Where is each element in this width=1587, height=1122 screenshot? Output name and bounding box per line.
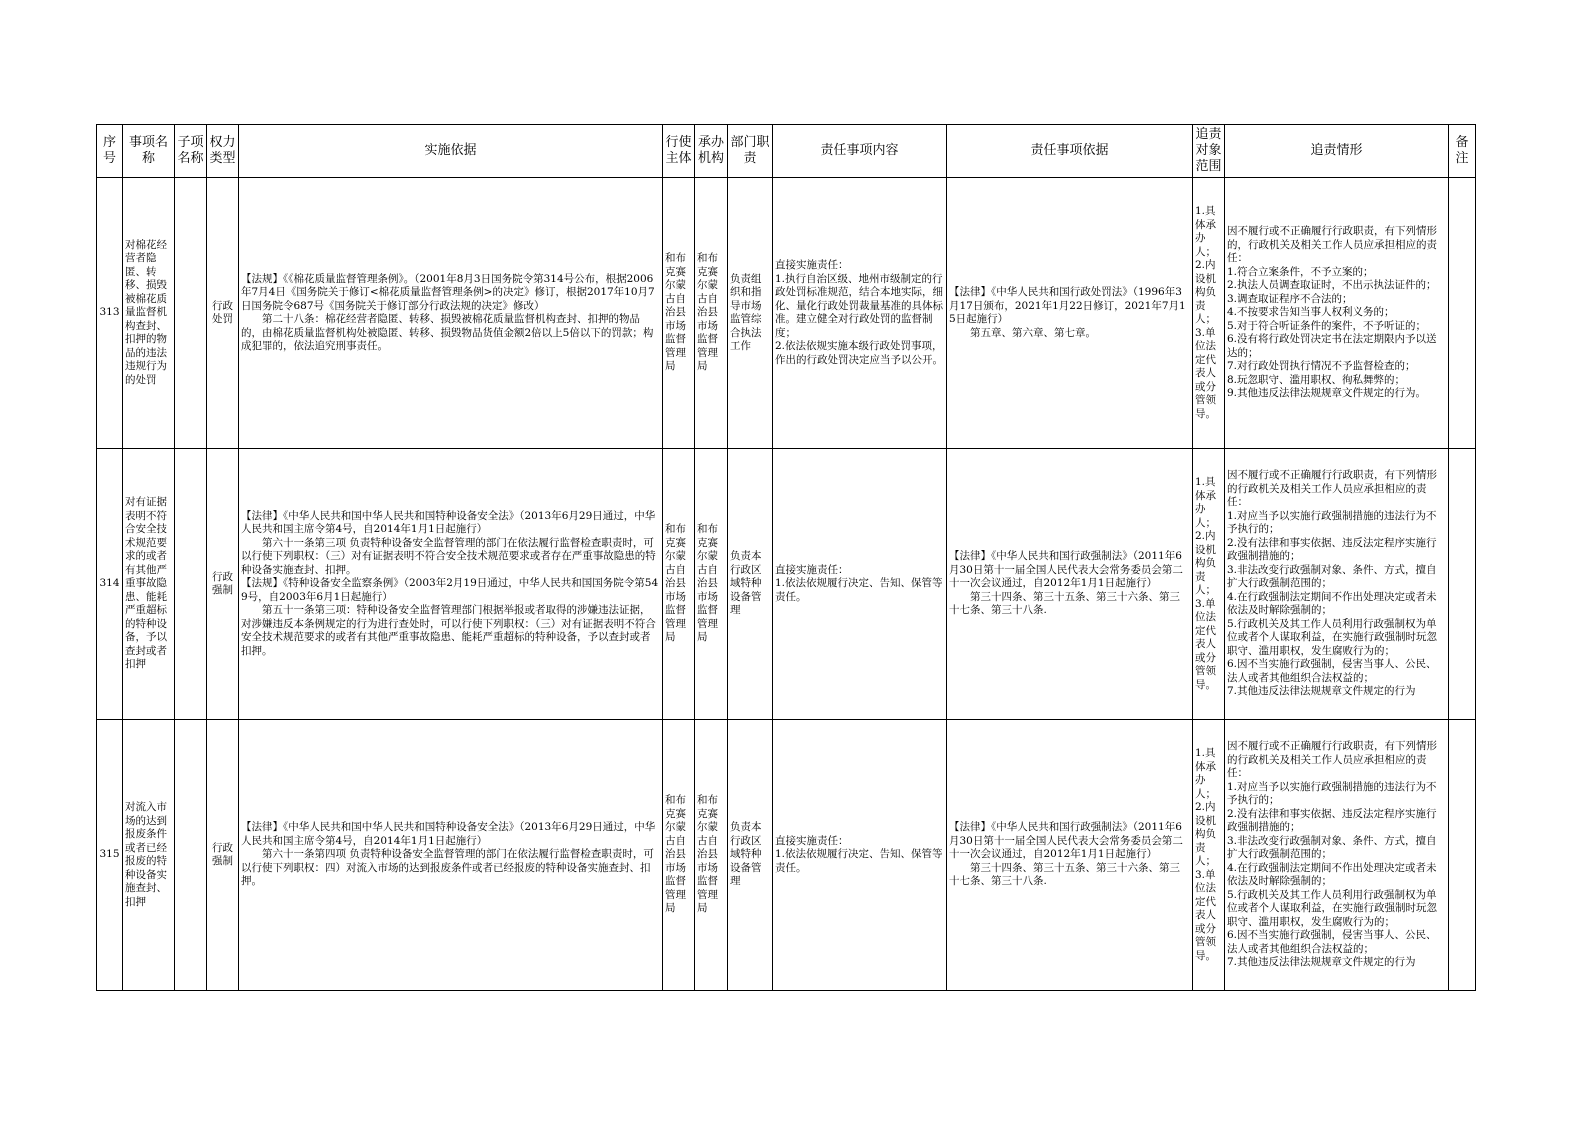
- cell-sub-item: [175, 449, 207, 720]
- cell-item-name: 对流入市场的达到报废条件或者已经报废的特种设备实施查封、扣押: [123, 720, 175, 991]
- cell-item-name: 对有证据表明不符合安全技术规范要求的或者有其他严重事故隐患、能耗严重超标的特种设备，予以查封或者扣押: [123, 449, 175, 720]
- cell-cases: 因不履行或不正确履行行政职责，有下列情形的，行政机关及相关工作人员应承担相应的责任： 1.符合立案条件，不予立案的； 2.执法人员调查取证时，不出示执法证件的； 3.调查取证程序不合法的； 4.不按要求告知当事人权利义务的； 5.对于符合听证条件的案件，不予听证的； 6.没有将行政处罚决定书在法定期限内予以送达的； 7.对行政处罚执行情况不予监督检查的； 8.玩忽职守、滥用职权、徇私舞弊的； 9.其他违反法律法规规章文件规定的行为。: [1225, 178, 1449, 449]
- header-duty: 部门职责: [728, 125, 773, 178]
- header-sub-item: 子项名称: [175, 125, 207, 178]
- cell-item-name: 对棉花经营者隐匿、转移、损毁被棉花质量监督机构查封、扣押的物品的违法违规行为的处罚: [123, 178, 175, 449]
- cell-duty: 负责本行政区域特种设备管理: [728, 449, 773, 720]
- cell-note: [1449, 178, 1476, 449]
- cell-resp-content: 直接实施责任： 1.执行自治区级、地州市级制定的行政处罚标准规范，结合本地实际，细化、量化行政处罚裁量基准的具体标准。建立健全对行政处罚的监督制度； 2.依法依规实施本级行政处罚事项，作出的行政处罚决定应当予以公开。: [773, 178, 947, 449]
- cell-subject: 和布克赛尔蒙古自治县市场监督管理局: [663, 178, 695, 449]
- cell-resp-content: 直接实施责任： 1.依法依规履行决定、告知、保管等责任。: [773, 720, 947, 991]
- cell-power-type: 行政强制: [207, 720, 239, 991]
- header-subject: 行使主体: [663, 125, 695, 178]
- cell-duty: 负责组织和指导市场监管综合执法工作: [728, 178, 773, 449]
- cell-seq: 314: [97, 449, 123, 720]
- cell-basis: 【法律】《中华人民共和国中华人民共和国特种设备安全法》（2013年6月29日通过，中华人民共和国主席令第4号，自2014年1月1日起施行） 第六十一条第三项 负责特种设备安全监督管理的部门在依法履行监督检查职责时，可以行使下列职权：（三）对有证据表明不符合安全技术规范要求或者存在严重事故隐患的特种设备实施查封、扣押。 【法规】《特种设备安全监察条例》（2003年2月19日通过，中华人民共和国国务院令第549号，自2003年6月1日起施行） 第五十一条第三项：特种设备安全监督管理部门根据举报或者取得的涉嫌违法证据，对涉嫌违反本条例规定的行为进行查处时，可以行使下列职权：（三）对有证据表明不符合安全技术规范要求的或者有其他严重事故隐患、能耗严重超标的特种设备，予以查封或者扣押。: [239, 449, 663, 720]
- header-power-type: 权力类型: [207, 125, 239, 178]
- cell-resp-content: 直接实施责任： 1.依法依规履行决定、告知、保管等责任。: [773, 449, 947, 720]
- cell-duty: 负责本行政区域特种设备管理: [728, 720, 773, 991]
- cell-seq: 315: [97, 720, 123, 991]
- cell-resp-basis: 【法律】《中华人民共和国行政处罚法》（1996年3月17日颁布，2021年1月22日修订，2021年7月15日起施行） 第五章、第六章、第七章。: [947, 178, 1193, 449]
- cell-cases: 因不履行或不正确履行行政职责，有下列情形的行政机关及相关工作人员应承担相应的责任： 1.对应当予以实施行政强制措施的违法行为不予执行的； 2.没有法律和事实依据、违反法定程序实施行政强制措施的； 3.非法改变行政强制对象、条件、方式，擅自扩大行政强制范围的； 4.在行政强制法定期间不作出处理决定或者未依法及时解除强制的； 5.行政机关及其工作人员利用行政强制权为单位或者个人谋取利益，在实施行政强制时玩忽职守、滥用职权，发生腐败行为的； 6.因不当实施行政强制，侵害当事人、公民、法人或者其他组织合法权益的； 7.其他违反法律法规规章文件规定的行为: [1225, 449, 1449, 720]
- cell-basis: 【法规】《《棉花质量监督管理条例》。（2001年8月3日国务院令第314号公布，根据2006年7月4日《国务院关于修订<棉花质量监督管理条例>的决定》修订，根据2017年10月7日国务院令687号《国务院关于修订部分行政法规的决定》修改） 第二十八条：棉花经营者隐匿、转移、损毁被棉花质量监督机构查封、扣押的物品的，由棉花质量监督机构处被隐匿、转移、损毁物品货值金额2倍以上5倍以下的罚款；构成犯罪的，依法追究刑事责任。: [239, 178, 663, 449]
- header-row: [97, 125, 1476, 178]
- cell-subject: 和布克赛尔蒙古自治县市场监督管理局: [663, 720, 695, 991]
- header-note: 备注: [1449, 125, 1476, 178]
- cell-office: 和布克赛尔蒙古自治县市场监督管理局: [695, 449, 728, 720]
- table-row: [97, 720, 1476, 991]
- cell-scope: 1.具体承办人； 2.内设机构负责人； 3.单位法定代表人或分管领导。: [1193, 178, 1225, 449]
- cell-power-type: 行政强制: [207, 449, 239, 720]
- header-scope: 追责对象范围: [1193, 125, 1225, 178]
- cell-note: [1449, 449, 1476, 720]
- cell-power-type: 行政处罚: [207, 178, 239, 449]
- header-basis: 实施依据: [239, 125, 663, 178]
- cell-note: [1449, 720, 1476, 991]
- cell-cases: 因不履行或不正确履行行政职责，有下列情形的行政机关及相关工作人员应承担相应的责任： 1.对应当予以实施行政强制措施的违法行为不予执行的； 2.没有法律和事实依据、违反法定程序实施行政强制措施的； 3.非法改变行政强制对象、条件、方式，擅自扩大行政强制范围的； 4.在行政强制法定期间不作出处理决定或者未依法及时解除强制的； 5.行政机关及其工作人员利用行政强制权为单位或者个人谋取利益，在实施行政强制时玩忽职守、滥用职权，发生腐败行为的； 6.因不当实施行政强制，侵害当事人、公民、法人或者其他组织合法权益的； 7.其他违反法律法规规章文件规定的行为: [1225, 720, 1449, 991]
- cell-scope: 1.具体承办人； 2.内设机构负责人； 3.单位法定代表人或分管领导。: [1193, 449, 1225, 720]
- table-row: [97, 178, 1476, 449]
- cell-basis: 【法律】《中华人民共和国中华人民共和国特种设备安全法》（2013年6月29日通过，中华人民共和国主席令第4号，自2014年1月1日起施行） 第六十一条第四项 负责特种设备安全监督管理的部门在依法履行监督检查职责时，可以行使下列职权：四）对流入市场的达到报废条件或者已经报废的特种设备实施查封、扣押。: [239, 720, 663, 991]
- cell-resp-basis: 【法律】《中华人民共和国行政强制法》（2011年6月30日第十一届全国人民代表大会常务委员会第二十一次会议通过，自2012年1月1日起施行） 第三十四条、第三十五条、第三十六条、第三十七条、第三十八条.: [947, 720, 1193, 991]
- responsibility-table: [96, 124, 1476, 991]
- header-office: 承办机构: [695, 125, 728, 178]
- cell-scope: 1.具体承办人； 2.内设机构负责人； 3.单位法定代表人或分管领导。: [1193, 720, 1225, 991]
- cell-sub-item: [175, 720, 207, 991]
- header-resp-content: 责任事项内容: [773, 125, 947, 178]
- table-row: [97, 449, 1476, 720]
- cell-subject: 和布克赛尔蒙古自治县市场监督管理局: [663, 449, 695, 720]
- header-seq: 序号: [97, 125, 123, 178]
- header-item-name: 事项名称: [123, 125, 175, 178]
- cell-seq: 313: [97, 178, 123, 449]
- header-cases: 追责情形: [1225, 125, 1449, 178]
- cell-sub-item: [175, 178, 207, 449]
- header-resp-basis: 责任事项依据: [947, 125, 1193, 178]
- cell-office: 和布克赛尔蒙古自治县市场监督管理局: [695, 720, 728, 991]
- cell-office: 和布克赛尔蒙古自治县市场监督管理局: [695, 178, 728, 449]
- cell-resp-basis: 【法律】《中华人民共和国行政强制法》（2011年6月30日第十一届全国人民代表大会常务委员会第二十一次会议通过，自2012年1月1日起施行） 第三十四条、第三十五条、第三十六条、第三十七条、第三十八条.: [947, 449, 1193, 720]
